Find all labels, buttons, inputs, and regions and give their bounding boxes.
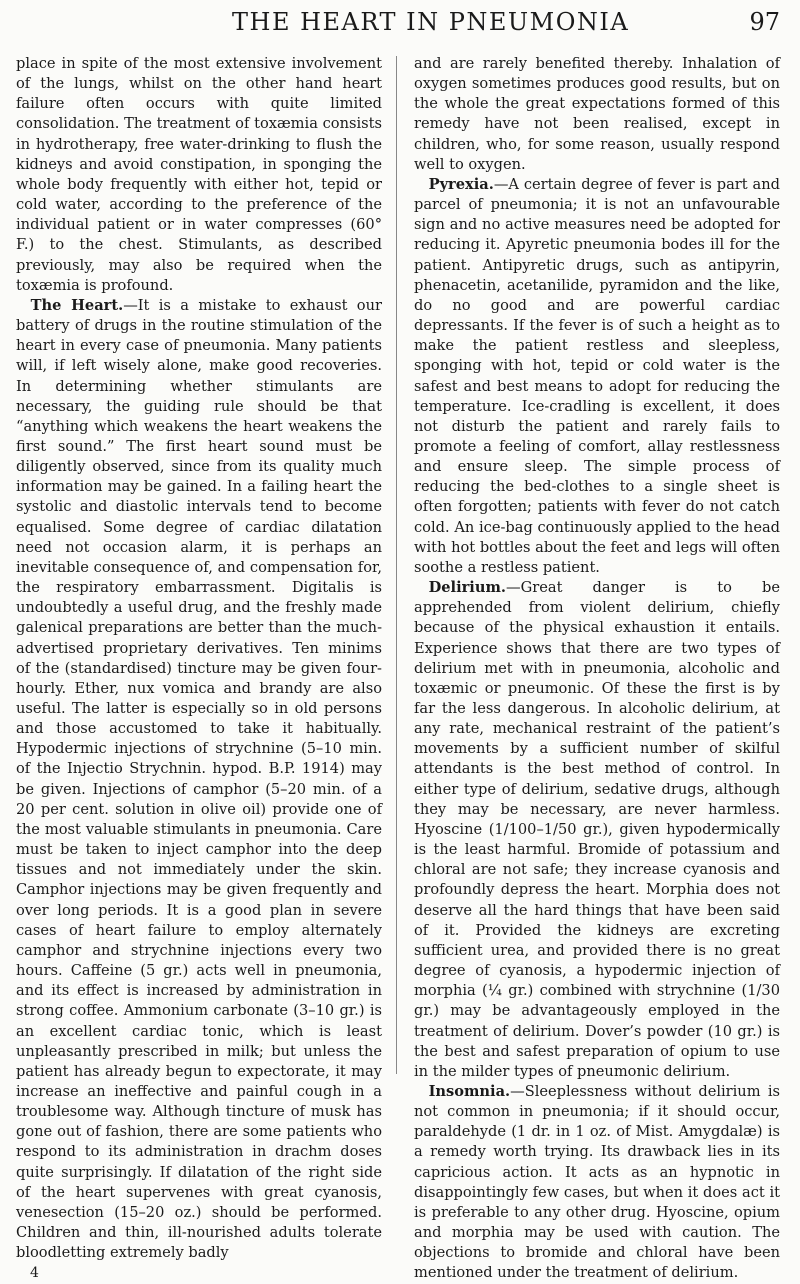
section-body-insomnia: —Sleeplessness without delirium is not common in pneumonia; if it should occur, paraldehyde (1 dr. in 1 oz. of Mist. Amygdalæ) is a remedy worth trying. Its drawback lies in its capricious action. It acts as an hypnotic in disappointingly few cases, but when it does act it is preferable to any other drug. Hyoscine, opium and morphia may be used with caution. The objections to bromide and chloral have been mentioned under the treatment of delirium. <box>414 1082 780 1282</box>
section-heading-insomnia: Insomnia. <box>428 1082 511 1100</box>
section-body-the-heart: —It is a mistake to exhaust our battery of drugs in the routine stimulation of the heart in every case of pneumonia. Many patients will, if left wisely alone, make good recoveries. In determining whether stimulants are necessary, the guiding rule should be that “anything which weakens the heart weakens the first sound.” The first heart sound must be diligently observed, since from its quality much information may be gained. In a failing heart the systolic and diastolic intervals tend to become equalised. Some degree of cardiac dilatation need not occasion alarm, it is perhaps an inevitable consequence of, and compensation for, the respiratory embarrassment. Digitalis is undoubtedly a useful drug, and the freshly made galenical preparations are better than the much-advertised proprietary derivatives. Ten minims of the (standardised) tincture may be given four-hourly. Ether, nux vomica and brandy are also useful. The latter is especially so in old persons and those accustomed to take it habitually. Hypodermic injections of strychnine (5–10 min. of the Injectio Strychnin. hypod. B.P. 1914) may be given. Injections of camphor (5–20 min. of a 20 per cent. solution in olive oil) provide one of the most valuable stimulants in pneumonia. Care must be taken to inject camphor into the deep tissues and not immediately under the skin. Camphor injections may be given frequently and over long periods. It is a good plan in severe cases of heart failure to employ alternately camphor and strychnine injections every two hours. Caffeine (5 gr.) acts well in pneumonia, and its effect is increased by administration in strong coffee. Ammonium carbonate (3–10 gr.) is an excellent cardiac tonic, which is least unpleasantly prescribed in milk; but unless the patient has already begun to expectorate, it may increase an ineffective and painful cough in a troublesome way. Although tincture of musk has gone out of fashion, there are some patients who respond to its administration in drachm doses quite surprisingly. If dilatation of the right side of the heart supervenes with great cyanosis, venesection (15–20 oz.) should be performed. Children and thin, ill-nourished adults tolerate bloodletting extremely badly <box>16 296 382 1262</box>
signature-mark: 4 <box>30 1265 39 1282</box>
running-title: THE HEART IN PNEUMONIA <box>232 8 630 36</box>
paragraph-delirium <box>414 578 780 1082</box>
section-body-pyrexia: —A certain degree of fever is part and parcel of pneumonia; it is not an unfavourable sign and no active measures need be adopted for reducing it. Apyretic pneumonia bodes ill for the patient. Antipyretic drugs, such as antipyrin, phenacetin, acetanilide, pyramidon and the like, do no good and are powerful cardiac depressants. If the fever is of such a height as to make the patient restless and sleepless, sponging with hot, tepid or cold water is the safest and best means to adopt for reducing the temperature. Ice-cradling is excellent, it does not disturb the patient and rarely fails to promote a feeling of comfort, allay restlessness and ensure sleep. The simple process of reducing the bed-clothes to a single sheet is often forgotten; patients with fever do not catch cold. An ice-bag continuously applied to the head with hot bottles about the feet and legs will often soothe a restless patient. <box>414 175 780 576</box>
section-body-delirium: —Great danger is to be apprehended from violent delirium, chiefly because of the physical exhaustion it entails. Experience shows that there are two types of delirium met with in pneumonia, alcoholic and toxæmic or pneumonic. Of these the first is by far the less dangerous. In alcoholic delirium, at any rate, mechanical restraint of the patient’s movements by a sufficient number of skilful attendants is the best method of control. In either type of delirium, sedative drugs, although they may be necessary, are never harmless. Hyoscine (1/100–1/50 gr.), given hypodermically is the least harmful. Bromide of potassium and chloral are not safe; they increase cyanosis and profoundly depress the heart. Morphia does not deserve all the hard things that have been said of it. Provided the kidneys are excreting sufficient urea, and provided there is no great degree of cyanosis, a hypodermic injection of morphia (¼ gr.) combined with strychnine (1/30 gr.) may be advantageously employed in the treatment of delirium. Dover’s powder (10 gr.) is the best and safest preparation of opium to use in the milder types of pneumonic delirium. <box>414 579 780 1080</box>
paragraph-toxaemia-continued: place in spite of the most extensive involvement of the lungs, whilst on the other hand heart failure often occurs with quite limited consolidation. The treatment of toxæmia consists in hydrotherapy, free water-drinking to flush the kidneys and avoid constipation, in sponging the whole body frequently with either hot, tepid or cold water, according to the preference of the individual patient or in water compresses (60° F.) to the chest. Stimulants, as described previously, may also be required when the toxæmia is profound. <box>16 55 382 294</box>
page-number: 97 <box>749 8 780 36</box>
paragraph-oxygen-continued: and are rarely benefited thereby. Inhalation of oxygen sometimes produces good results, but on the whole the great expectations formed of this remedy have not been realised, except in children, who, for some reason, usually respond well to oxygen. <box>414 55 780 173</box>
section-heading-delirium: Delirium. <box>428 579 506 597</box>
paragraph-insomnia <box>414 1082 780 1284</box>
column-divider <box>396 56 397 1074</box>
section-heading-the-heart: The Heart. <box>30 296 124 314</box>
right-column <box>414 54 780 1284</box>
paragraph-pyrexia <box>414 175 780 578</box>
paragraph-the-heart <box>16 296 382 1264</box>
section-heading-pyrexia: Pyrexia. <box>428 175 494 193</box>
left-column <box>16 54 382 1284</box>
running-header <box>0 6 800 40</box>
